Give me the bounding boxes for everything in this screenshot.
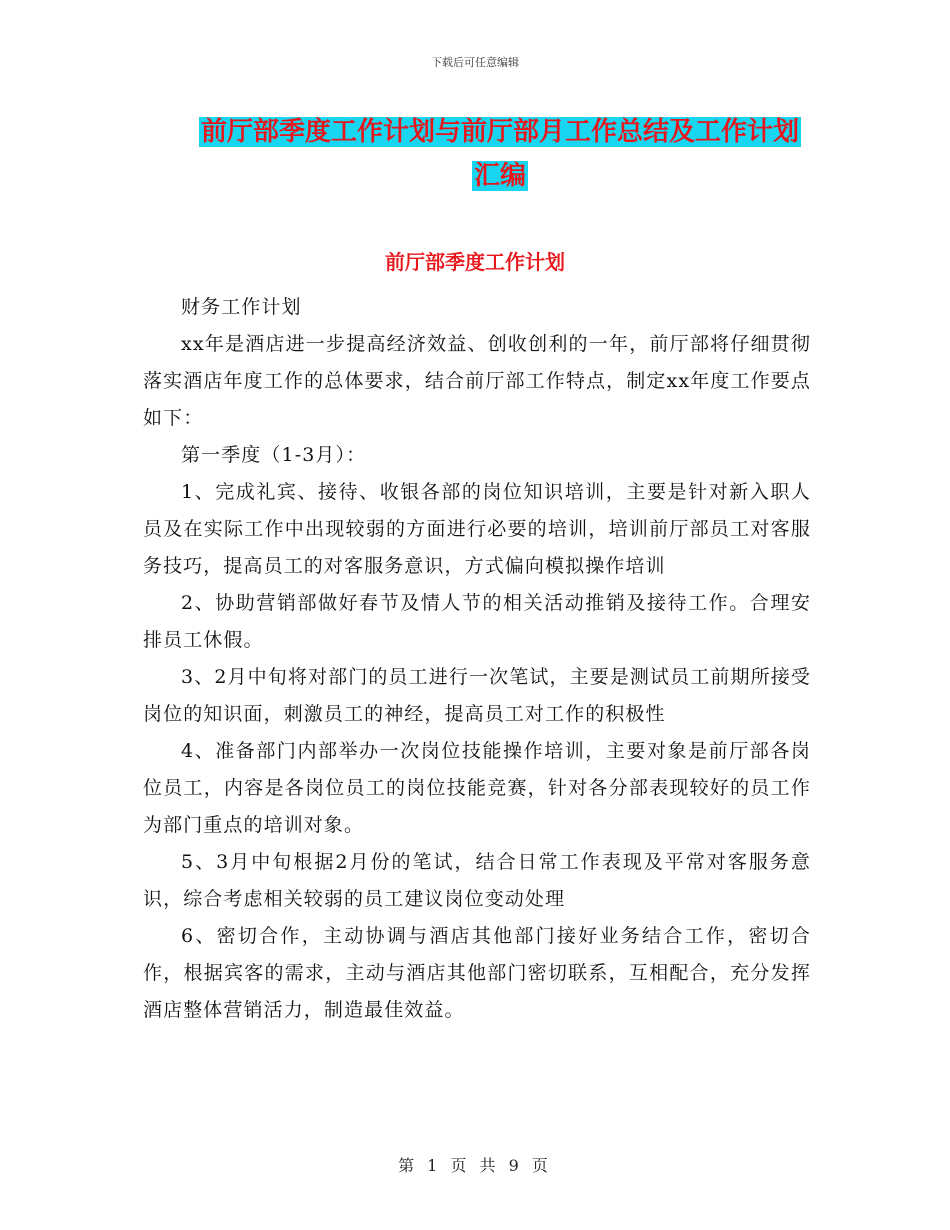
document-title	[140, 110, 860, 198]
paragraph-quarter-heading: 第一季度（1-3月）：	[181, 444, 367, 466]
header-note: 下载后可任意编辑	[431, 56, 519, 69]
paragraph-item-3: 3、2月中旬将对部门的员工进行一次笔试，主要是测试员工前期所接受岗位的知识面，刺激员工的神经，提高员工对工作的积极性	[143, 666, 811, 725]
page-footer: 第 1 页 共 9 页	[398, 1156, 552, 1175]
paragraph-item-6: 6、密切合作，主动协调与酒店其他部门接好业务结合工作，密切合作，根据宾客的需求，主动与酒店其他部门密切联系，互相配合，充分发挥酒店整体营销活力，制造最佳效益。	[143, 925, 811, 1021]
document-title-line-1: 前厅部季度工作计划与前厅部月工作总结及工作计划	[200, 117, 799, 147]
document-body	[143, 289, 811, 1029]
paragraph-item-5: 5、3月中旬根据2月份的笔试，结合日常工作表现及平常对客服务意识，综合考虑相关较弱的员工建议岗位变动处理	[143, 851, 811, 910]
paragraph-item-1: 1、完成礼宾、接待、收银各部的岗位知识培训，主要是针对新入职人员及在实际工作中出现较弱的方面进行必要的培训，培训前厅部员工对客服务技巧，提高员工的对客服务意识，方式偏向模拟操作培训	[143, 481, 811, 577]
paragraph-heading: 财务工作计划	[181, 296, 302, 318]
section-title: 前厅部季度工作计划	[385, 250, 565, 274]
document-title-line-2: 汇编	[473, 161, 526, 191]
paragraph-item-2: 2、协助营销部做好春节及情人节的相关活动推销及接待工作。合理安排员工休假。	[143, 592, 811, 651]
paragraph-intro: xx年是酒店进一步提高经济效益、创收创利的一年，前厅部将仔细贯彻落实酒店年度工作的总体要求，结合前厅部工作特点，制定xx年度工作要点如下：	[143, 333, 811, 429]
paragraph-item-4: 4、准备部门内部举办一次岗位技能操作培训，主要对象是前厅部各岗位员工，内容是各岗位员工的岗位技能竞赛，针对各分部表现较好的员工作为部门重点的培训对象。	[143, 740, 811, 836]
